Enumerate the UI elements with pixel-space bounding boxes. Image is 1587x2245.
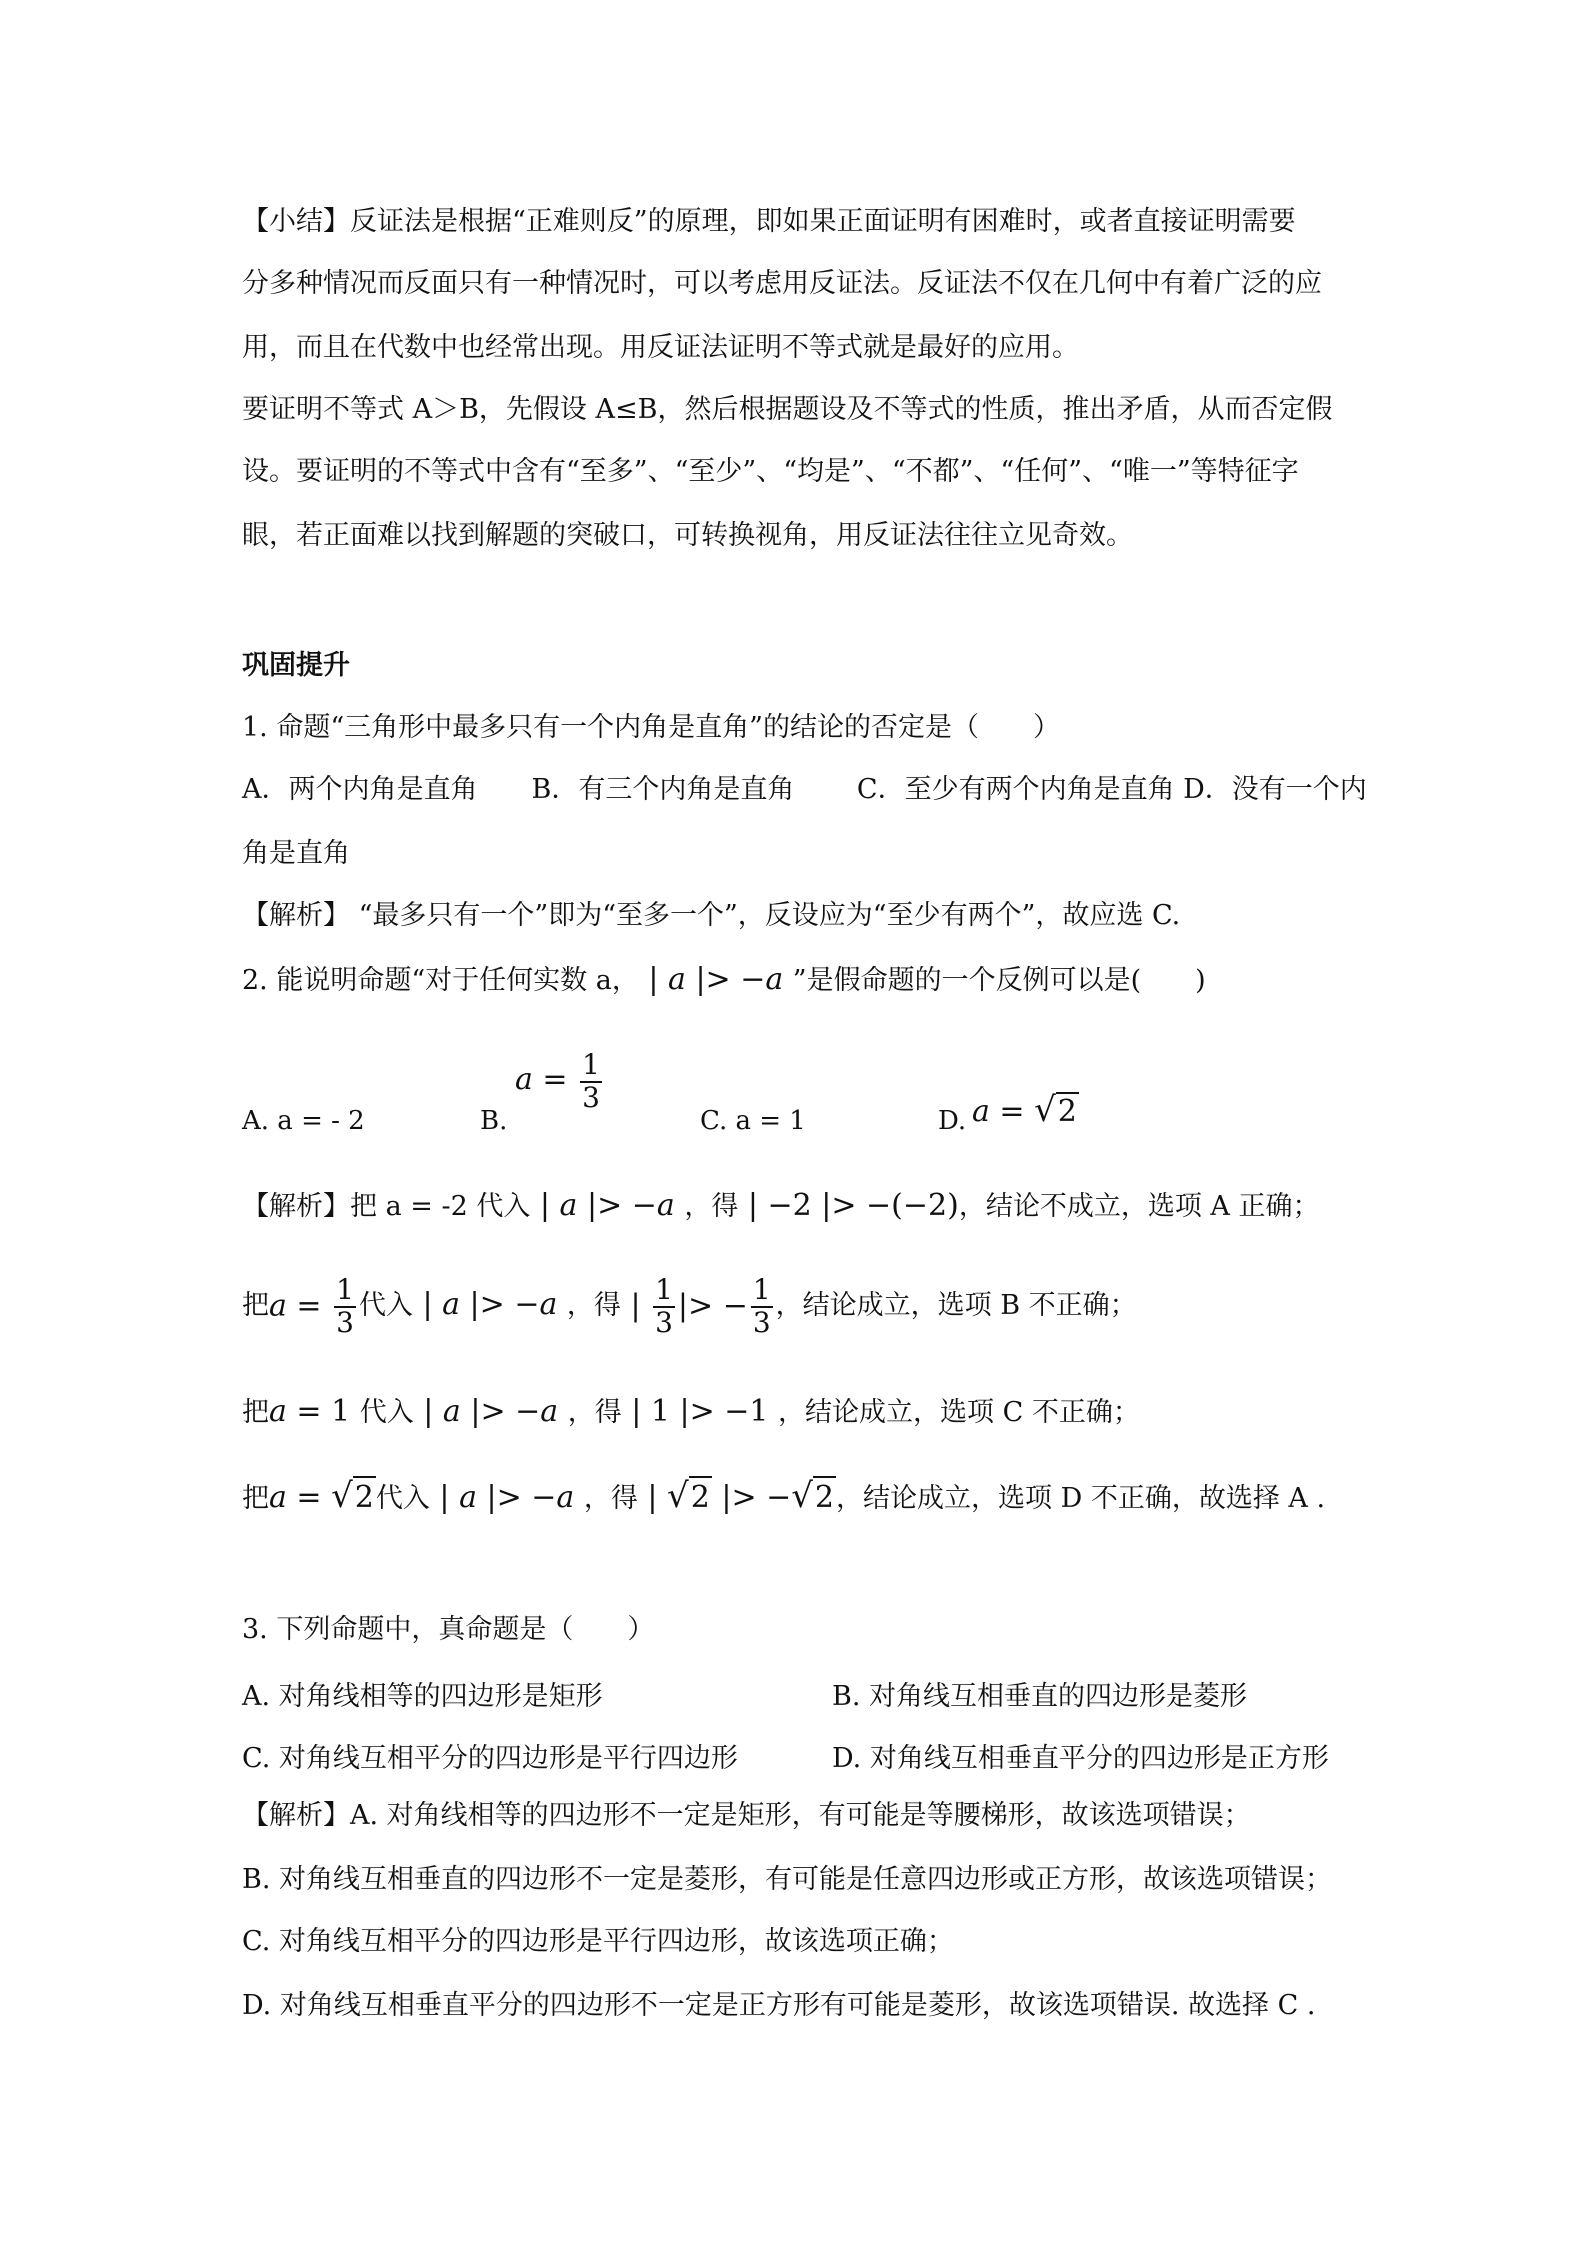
summary-line-3: 用，而且在代数中也经常出现。用反证法证明不等式就是最好的应用。	[242, 332, 1079, 363]
q2-analysis-line-2: 把a = $\frac{1}{3}$ 代入 | a |> −a ，得 | $\frac{1}{3}$ |> − $\frac{1}{3}$ ，结论成立，选项 B 不正确；	[242, 1272, 1137, 1339]
q3-stem: 3. 下列命题中，真命题是（ ）	[242, 1614, 655, 1645]
q3-option-a: A. 对角线相等的四边形是矩形	[242, 1681, 603, 1712]
q3-analysis-line-3: C. 对角线互相平分的四边形是平行四边形，故该选项正确；	[242, 1926, 954, 1957]
q2-option-a: A. a = - 2	[242, 1106, 365, 1136]
q1-stem: 1. 命题“三角形中最多只有一个内角是直角”的结论的否定是（ ）	[242, 712, 1060, 743]
summary-line-1: 【小结】反证法是根据“正难则反”的原理，即如果正面证明有困难时，或者直接证明需要	[242, 206, 1296, 237]
q2-option-b: B.	[480, 1106, 508, 1136]
q2-analysis-line-1: 【解析】把 a = -2 代入 | a |> −a ，得 | −2 |> −(−2)，结论不成立，选项 A 正确；	[242, 1188, 1320, 1223]
analysis-label: 【解析】	[242, 1800, 350, 1831]
summary-line-5: 设。要证明的不等式中含有“至多”、“至少”、“均是”、“不都”、“任何”、“唯一”等特征字	[242, 456, 1299, 487]
analysis-label: 【解析】	[242, 900, 350, 931]
q2-analysis-line-4: 把a = √2代入 | a |> −a ，得 | √2 |> −√2，结论成立，选项 D 不正确，故选择 A .	[242, 1476, 1326, 1516]
summary-line-6: 眼，若正面难以找到解题的突破口，可转换视角，用反证法往往立见奇效。	[242, 520, 1133, 551]
summary-line-4: 要证明不等式 A＞B，先假设 A≤B，然后根据题设及不等式的性质，推出矛盾，从而否定假	[242, 394, 1333, 425]
q2-option-d: D.	[938, 1106, 967, 1136]
q3-analysis-line-4: D. 对角线互相垂直平分的四边形不一定是正方形有可能是菱形，故该选项错误. 故选择 C .	[242, 1990, 1316, 2021]
q3-analysis-line-1: 【解析】A. 对角线相等的四边形不一定是矩形，有可能是等腰梯形，故该选项错误；	[242, 1800, 1251, 1831]
summary-line-2: 分多种情况而反面只有一种情况时，可以考虑用反证法。反证法不仅在几何中有着广泛的应	[242, 268, 1322, 299]
q2-option-c: C. a = 1	[700, 1106, 806, 1136]
q2-option-d-formula: a = √2	[972, 1090, 1077, 1130]
q3-option-c: C. 对角线互相平分的四边形是平行四边形	[242, 1743, 738, 1774]
q3-option-b: B. 对角线互相垂直的四边形是菱形	[832, 1681, 1248, 1712]
q2-option-b-formula: a = $\frac{1}{3}$	[515, 1048, 600, 1114]
q3-option-d: D. 对角线互相垂直平分的四边形是正方形	[832, 1743, 1329, 1774]
q2-stem: 2. 能说明命题“对于任何实数 a， | a |> −a ”是假命题的一个反例可以是( )	[242, 962, 1206, 997]
q1-analysis: 【解析】 “最多只有一个”即为“至多一个”，反设应为“至少有两个”，故应选 C.	[242, 900, 1181, 931]
abs-inequality-formula: | a |> −a	[638, 962, 784, 997]
analysis-label: 【解析】	[242, 1191, 350, 1222]
q2-analysis-line-3: 把a = 1 代入 | a |> −a ，得 | 1 |> −1 ，结论成立，选项 C 不正确；	[242, 1394, 1140, 1429]
q1-options-line-2: 角是直角	[242, 838, 350, 869]
q3-analysis-line-2: B. 对角线互相垂直的四边形不一定是菱形，有可能是任意四边形或正方形，故该选项错误；	[242, 1864, 1333, 1895]
section-title: 巩固提升	[242, 650, 350, 681]
q1-options-line-1: A．两个内角是直角 B．有三个内角是直角 C．至少有两个内角是直角 D．没有一个内	[242, 774, 1367, 805]
summary-label: 【小结】	[242, 206, 350, 237]
